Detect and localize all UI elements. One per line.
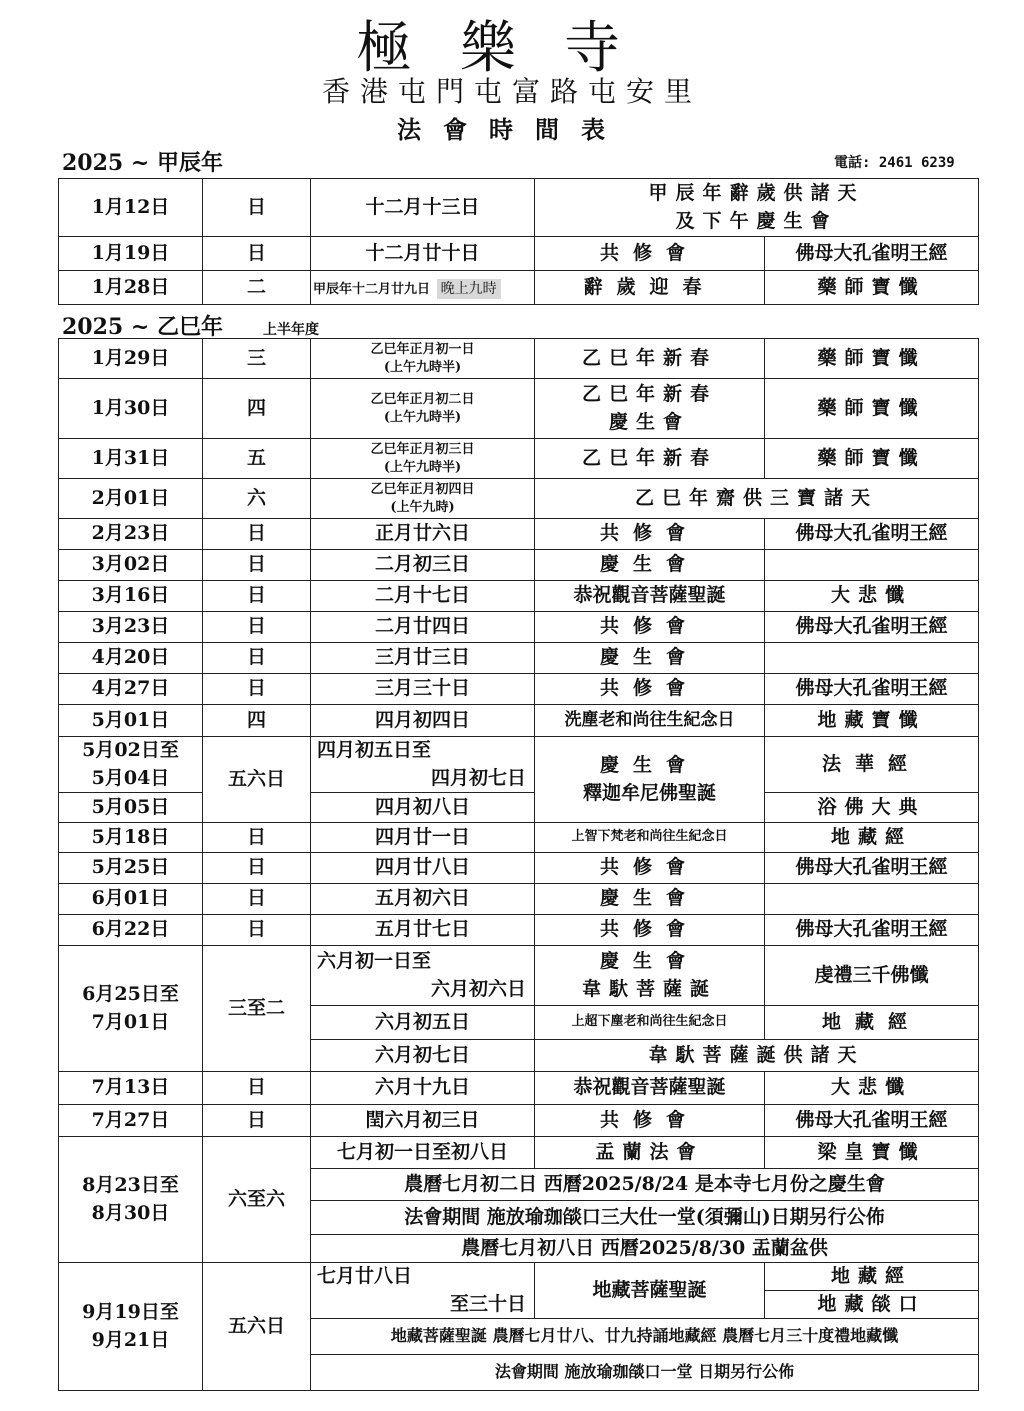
table-row [59,823,979,853]
table-row [59,271,979,305]
section-title-yisi: 2025 ~ 乙巳年 上半年度 [62,314,319,340]
lunar-cell: 十二月廿十日 [311,237,535,271]
weekday-cell: 四 [203,705,311,737]
date-cell: 1月28日 [59,271,203,305]
event-cell: 乙巳年齋供三寶諸天 [535,479,979,519]
sutra-cell: 法華經 [765,737,979,793]
weekday-cell: 三至二 [203,946,311,1072]
date-cell: 2月01日 [59,479,203,519]
sutra-cell: 藥師寶懺 [765,379,979,439]
temple-name: 極樂寺 [356,16,668,81]
lunar-cell: 乙巳年正月初二日 (上午九時半) [311,379,535,439]
section-subtitle: 上半年度 [262,322,319,338]
lunar-cell: 七月廿八日 至三十日 [311,1263,535,1319]
weekday-cell: 五 [203,439,311,479]
lunar-cell: 四月初五日至 四月初七日 [311,737,535,793]
lunar-cell: 閏六月初三日 [311,1105,535,1137]
weekday-cell: 日 [203,1072,311,1105]
table-row [59,1105,979,1137]
date-cell: 1月31日 [59,439,203,479]
table-row [59,643,979,674]
section-title-jiachen: 2025 ~ 甲辰年 [62,150,223,176]
event-cell: 慶生會 [535,884,765,915]
table-row [59,674,979,705]
sutra-cell: 藥師寶懺 [765,439,979,479]
date-cell: 1月30日 [59,379,203,439]
note-cell: 地藏菩薩聖誕 農曆七月廿八、廿九持誦地藏經 農曆七月三十度禮地藏懺 [311,1319,979,1355]
weekday-cell: 日 [203,237,311,271]
weekday-cell: 日 [203,519,311,550]
weekday-cell: 日 [203,1105,311,1137]
sutra-cell: 地藏燄口 [765,1291,979,1319]
sutra-cell: 佛母大孔雀明王經 [765,853,979,884]
event-cell: 乙巳年新春 [535,439,765,479]
date-cell: 2月23日 [59,519,203,550]
event-cell: 乙巳年新春 慶生會 [535,379,765,439]
event-cell: 共修會 [535,915,765,946]
sutra-cell: 地藏寶懺 [765,705,979,737]
lunar-cell: 正月廿六日 [311,519,535,550]
date-cell: 9月19日至 9月21日 [59,1263,203,1391]
sutra-cell: 佛母大孔雀明王經 [765,237,979,271]
lunar-cell: 六月初七日 [311,1040,535,1072]
date-cell: 4月20日 [59,643,203,674]
lunar-cell: 乙巳年正月初一日 (上午九時半) [311,339,535,379]
table-row [59,612,979,643]
event-cell: 地藏菩薩聖誕 [535,1263,765,1319]
lunar-cell: 四月廿八日 [311,853,535,884]
event-cell: 慶生會 韋馱菩薩誕 [535,946,765,1006]
date-cell: 5月02日至 5月04日 [59,737,203,793]
lunar-cell: 十二月十三日 [311,179,535,237]
lunar-cell: 五月廿七日 [311,915,535,946]
sutra-cell [765,550,979,581]
sutra-cell: 佛母大孔雀明王經 [765,915,979,946]
table-row [59,705,979,737]
table-row [59,479,979,519]
table-row [59,1137,979,1169]
sutra-cell: 地藏經 [765,823,979,853]
event-cell: 共修會 [535,853,765,884]
lunar-cell: 四月初四日 [311,705,535,737]
weekday-cell: 日 [203,179,311,237]
event-cell: 盂蘭法會 [535,1137,765,1169]
lunar-cell: 五月初六日 [311,884,535,915]
lunar-cell: 三月三十日 [311,674,535,705]
event-cell: 共修會 [535,237,765,271]
date-cell: 7月27日 [59,1105,203,1137]
lunar-cell: 六月初一日至 六月初六日 [311,946,535,1006]
date-cell: 1月19日 [59,237,203,271]
event-cell: 慶生會 [535,550,765,581]
date-cell: 6月22日 [59,915,203,946]
lunar-cell: 乙巳年正月初三日 (上午九時半) [311,439,535,479]
weekday-cell: 日 [203,915,311,946]
weekday-cell: 日 [203,884,311,915]
weekday-cell: 六至六 [203,1137,311,1263]
lunar-cell: 六月初五日 [311,1006,535,1040]
sutra-cell: 地藏經 [765,1006,979,1040]
sutra-cell: 浴佛大典 [765,793,979,823]
note-cell: 法會期間 施放瑜珈燄口三大仕一堂(須彌山)日期另行公佈 [311,1201,979,1235]
event-cell: 乙巳年新春 [535,339,765,379]
sutra-cell: 虔禮三千佛懺 [765,946,979,1006]
lunar-cell: 七月初一日至初八日 [311,1137,535,1169]
time-badge: 晚上九時 [437,279,501,299]
weekday-cell: 日 [203,643,311,674]
weekday-cell: 五六日 [203,1263,311,1391]
note-cell: 農曆七月初八日 西曆2025/8/30 盂蘭盆供 [311,1235,979,1263]
date-cell: 5月05日 [59,793,203,823]
weekday-cell: 五六日 [203,737,311,823]
table-row [59,737,979,793]
sutra-cell: 梁皇寶懺 [765,1137,979,1169]
lunar-cell: 六月十九日 [311,1072,535,1105]
weekday-cell: 三 [203,339,311,379]
table-row [59,1263,979,1291]
sutra-cell: 藥師寶懺 [765,339,979,379]
date-cell: 1月12日 [59,179,203,237]
event-cell: 共修會 [535,519,765,550]
lunar-cell: 四月廿一日 [311,823,535,853]
date-cell: 1月29日 [59,339,203,379]
schedule-table-yisi [58,338,979,1391]
weekday-cell: 日 [203,550,311,581]
table-row [59,915,979,946]
sutra-cell: 大悲懺 [765,1072,979,1105]
lunar-cell: 三月廿三日 [311,643,535,674]
weekday-cell: 日 [203,674,311,705]
event-cell: 上智下梵老和尚往生紀念日 [535,823,765,853]
event-cell: 韋馱菩薩誕供諸天 [535,1040,979,1072]
date-cell: 3月16日 [59,581,203,612]
date-cell: 3月02日 [59,550,203,581]
event-cell: 上超下塵老和尚往生紀念日 [535,1006,765,1040]
lunar-cell: 二月十七日 [311,581,535,612]
event-cell: 恭祝觀音菩薩聖誕 [535,1072,765,1105]
weekday-cell: 四 [203,379,311,439]
weekday-cell: 日 [203,581,311,612]
date-cell: 6月25日至 7月01日 [59,946,203,1072]
lunar-cell: 乙巳年正月初四日 (上午九時) [311,479,535,519]
note-cell: 農曆七月初二日 西曆2025/8/24 是本寺七月份之慶生會 [311,1169,979,1201]
table-row [59,237,979,271]
event-cell: 恭祝觀音菩薩聖誕 [535,581,765,612]
weekday-cell: 日 [203,612,311,643]
table-row [59,179,979,237]
weekday-cell: 六 [203,479,311,519]
sutra-cell: 地藏經 [765,1263,979,1291]
event-cell: 共修會 [535,1105,765,1137]
date-cell: 4月27日 [59,674,203,705]
event-cell: 辭歲迎春 [535,271,765,305]
table-row [59,379,979,439]
table-row [59,853,979,884]
sutra-cell [765,643,979,674]
event-cell: 共修會 [535,674,765,705]
sutra-cell: 佛母大孔雀明王經 [765,519,979,550]
event-cell: 慶生會 [535,643,765,674]
lunar-cell: 二月初三日 [311,550,535,581]
table-row [59,581,979,612]
sutra-cell: 藥師寶懺 [765,271,979,305]
event-cell: 共修會 [535,612,765,643]
table-row [59,884,979,915]
event-cell: 洗塵老和尚往生紀念日 [535,705,765,737]
date-cell: 3月23日 [59,612,203,643]
weekday-cell: 二 [203,271,311,305]
date-cell: 5月25日 [59,853,203,884]
sutra-cell: 佛母大孔雀明王經 [765,1105,979,1137]
table-row [59,793,979,823]
sutra-cell: 佛母大孔雀明王經 [765,612,979,643]
date-cell: 8月23日至 8月30日 [59,1137,203,1263]
sutra-cell: 大悲懺 [765,581,979,612]
event-cell: 慶生會 釋迦牟尼佛聖誕 [535,737,765,823]
lunar-cell: 二月廿四日 [311,612,535,643]
table-row [59,946,979,1006]
table-row [59,519,979,550]
date-cell: 6月01日 [59,884,203,915]
date-cell: 5月18日 [59,823,203,853]
table-row [59,439,979,479]
phone-number: 電話: 2461 6239 [834,155,955,171]
table-row [59,339,979,379]
sutra-cell: 佛母大孔雀明王經 [765,674,979,705]
note-cell: 法會期間 施放瑜珈燄口一堂 日期另行公佈 [311,1355,979,1391]
weekday-cell: 日 [203,853,311,884]
lunar-cell: 四月初八日 [311,793,535,823]
schedule-table-jiachen [58,178,979,305]
schedule-title: 法會時間表 [397,115,627,144]
event-cell: 甲辰年辭歲供諸天 及下午慶生會 [535,179,979,237]
weekday-cell: 日 [203,823,311,853]
lunar-cell: 甲辰年十二月廿九日 晚上九時 [311,271,535,305]
date-cell: 7月13日 [59,1072,203,1105]
date-cell: 5月01日 [59,705,203,737]
sutra-cell [765,884,979,915]
table-row [59,1072,979,1105]
temple-address: 香港屯門屯富路屯安里 [321,75,702,108]
table-row [59,550,979,581]
